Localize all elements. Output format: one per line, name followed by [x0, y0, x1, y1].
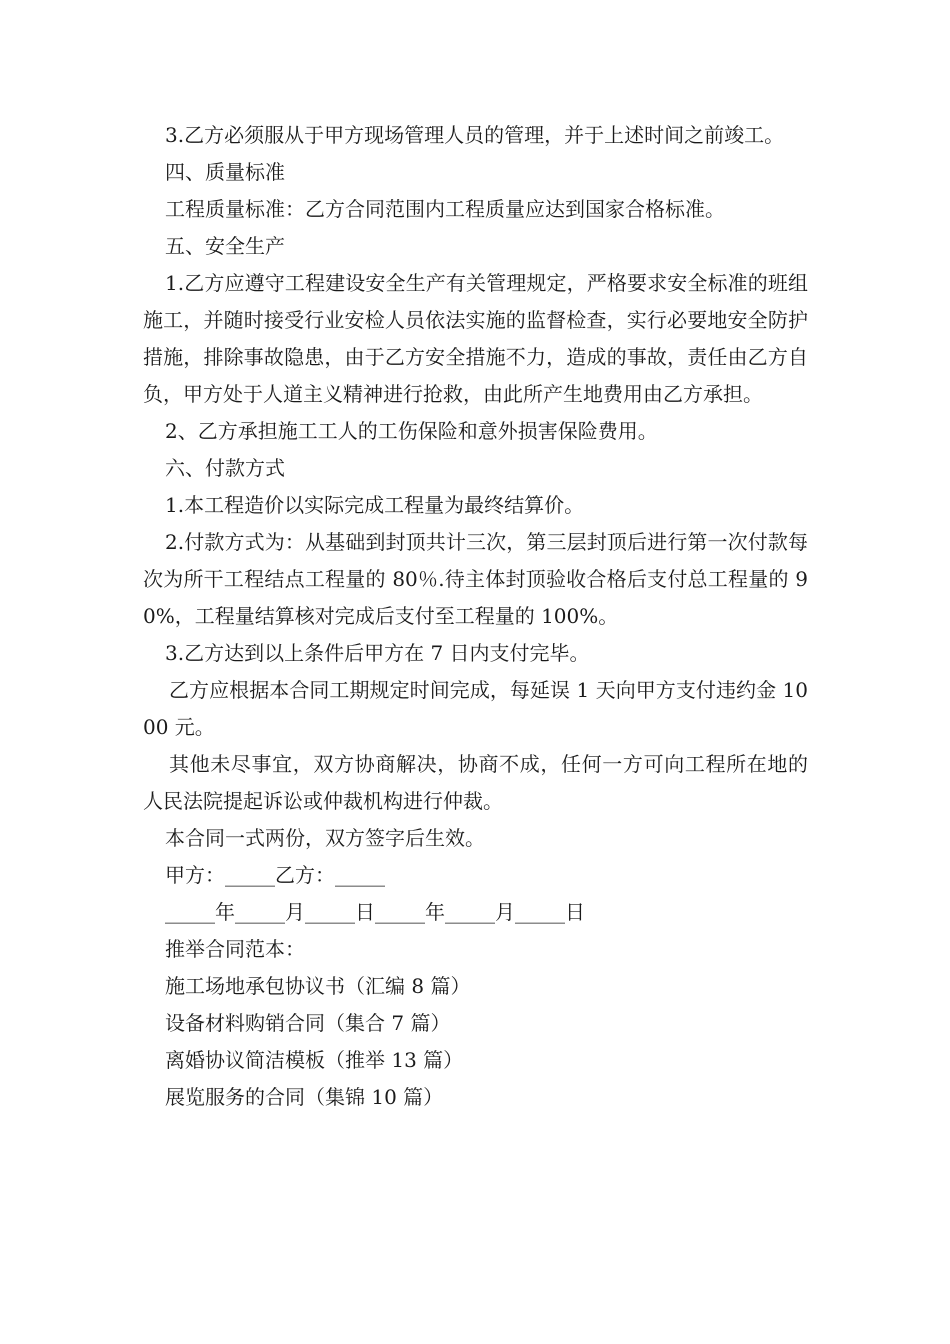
date-line: _____年_____月_____日_____年_____月_____日 — [165, 900, 585, 924]
document-page — [143, 117, 808, 1116]
payment-clause-3: 3.乙方达到以上条件后甲方在 7 日内支付完毕。 — [165, 641, 590, 665]
penalty-clause: 乙方应根据本合同工期规定时间完成，每延误 1 天向甲方支付违约金 1000 元。 — [143, 678, 808, 739]
clause-3-completion: 3.乙方必须服从于甲方现场管理人员的管理，并于上述时间之前竣工。 — [165, 123, 785, 147]
dispute-clause: 其他未尽事宜，双方协商解决，协商不成，任何一方可向工程所在地的人民法院提起诉讼或仲裁机构进行仲裁。 — [143, 752, 808, 813]
copies-clause: 本合同一式两份，双方签字后生效。 — [165, 826, 485, 850]
payment-clause-2: 2.付款方式为：从基础到封顶共计三次，第三层封顶后进行第一次付款每次为所干工程结点工程量的 80％.待主体封顶验收合格后支付总工程量的 90%，工程量结算核对完成后支付至工程量的 100%。 — [143, 530, 808, 628]
recommended-templates-heading: 推举合同范本： — [165, 937, 305, 961]
section-heading-payment: 六、付款方式 — [165, 456, 285, 480]
safety-clause-2: 2、乙方承担施工工人的工伤保险和意外损害保险费用。 — [165, 419, 658, 443]
safety-clause-1: 1.乙方应遵守工程建设安全生产有关管理规定，严格要求安全标准的班组施工，并随时接受行业安检人员依法实施的监督检查，实行必要地安全防护措施，排除事故隐患，由于乙方安全措施不力，造成的事故，责任由乙方自负，甲方处于人道主义精神进行抢救，由此所产生地费用由乙方承担。 — [143, 271, 808, 406]
recommended-link-1[interactable]: 施工场地承包协议书（汇编 8 篇） — [165, 974, 471, 998]
signature-line: 甲方：_____乙方：_____ — [165, 863, 385, 887]
recommended-link-3[interactable]: 离婚协议简洁模板（推举 13 篇） — [165, 1048, 464, 1072]
payment-clause-1: 1.本工程造价以实际完成工程量为最终结算价。 — [165, 493, 585, 517]
recommended-link-2[interactable]: 设备材料购销合同（集合 7 篇） — [165, 1011, 451, 1035]
section-heading-quality: 四、质量标准 — [165, 160, 285, 184]
recommended-link-4[interactable]: 展览服务的合同（集锦 10 篇） — [165, 1085, 444, 1109]
section-heading-safety: 五、安全生产 — [165, 234, 285, 258]
quality-standard-text: 工程质量标准：乙方合同范围内工程质量应达到国家合格标准。 — [165, 197, 725, 221]
